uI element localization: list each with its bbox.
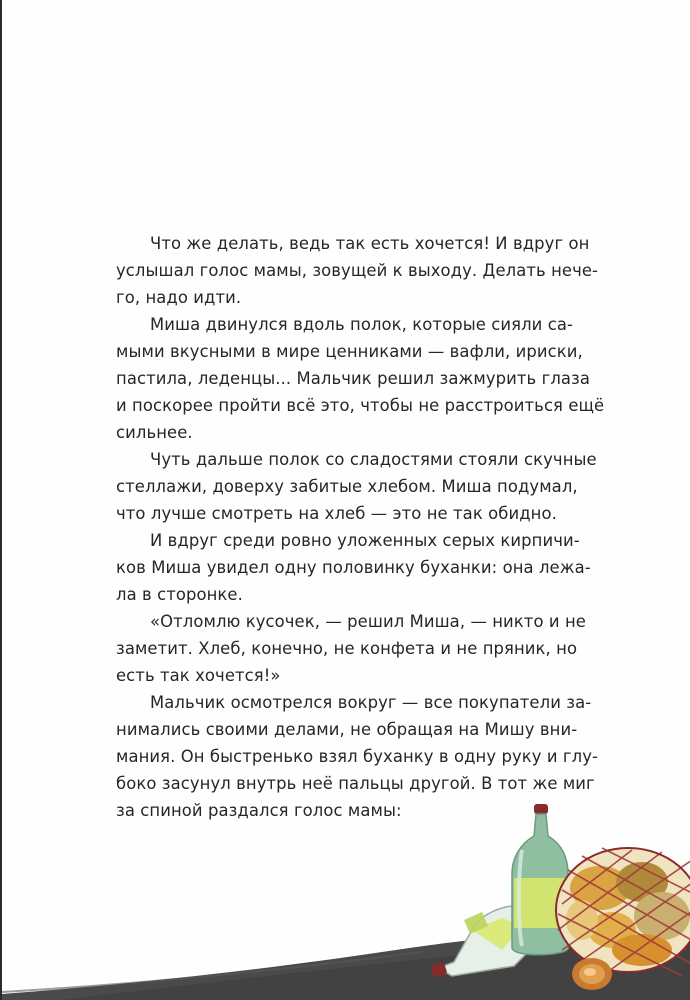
text-line: Мальчик осмотрелся вокруг — все покупатели за- — [150, 693, 592, 712]
text-line: заметит. Хлеб, конечно, не конфета и не пряник, но — [116, 639, 578, 658]
text-line: боко засунул внутрь неё пальцы другой. В тот же миг — [116, 774, 595, 793]
text-line: услышал голос мамы, зовущей к выходу. Делать нече- — [116, 261, 599, 280]
story-text — [116, 230, 605, 824]
text-line: нимались своими делами, не обращая на Мишу вни- — [116, 720, 578, 739]
text-line: ла в сторонке. — [116, 585, 243, 604]
text-line: Чуть дальше полок со сладостями стояли скучные — [150, 450, 597, 469]
text-line: Что же делать, ведь так есть хочется! И вдруг он — [150, 234, 590, 253]
text-line: пастила, леденцы... Мальчик решил зажмурить глаза — [116, 369, 590, 388]
text-line: ков Миша увидел одну половинку буханки: она лежа- — [116, 558, 591, 577]
text-line: сильнее. — [116, 423, 193, 442]
text-line: и поскорее пройти всё это, чтобы не расстроиться ещё — [116, 396, 605, 415]
can-icon — [572, 958, 612, 990]
text-line: что лучше смотреть на хлеб — это не так обидно. — [116, 504, 557, 523]
text-line: И вдруг среди ровно уложенных серых кирпичи- — [150, 531, 580, 550]
text-line: мания. Он быстренько взял буханку в одну руку и глу- — [116, 747, 599, 766]
text-line: «Отломлю кусочек, — решил Миша, — никто и не — [150, 612, 586, 631]
grocery-illustration — [2, 780, 690, 1000]
text-line: Миша двинулся вдоль полок, которые сияли са- — [150, 315, 573, 334]
text-line: есть так хочется!» — [116, 666, 281, 685]
text-line: стеллажи, доверху забитые хлебом. Миша подумал, — [116, 477, 578, 496]
text-line: го, надо идти. — [116, 288, 242, 307]
text-line: за спиной раздался голос мамы: — [116, 801, 402, 820]
text-line: мыми вкусными в мире ценниками — вафли, ириски, — [116, 342, 583, 361]
